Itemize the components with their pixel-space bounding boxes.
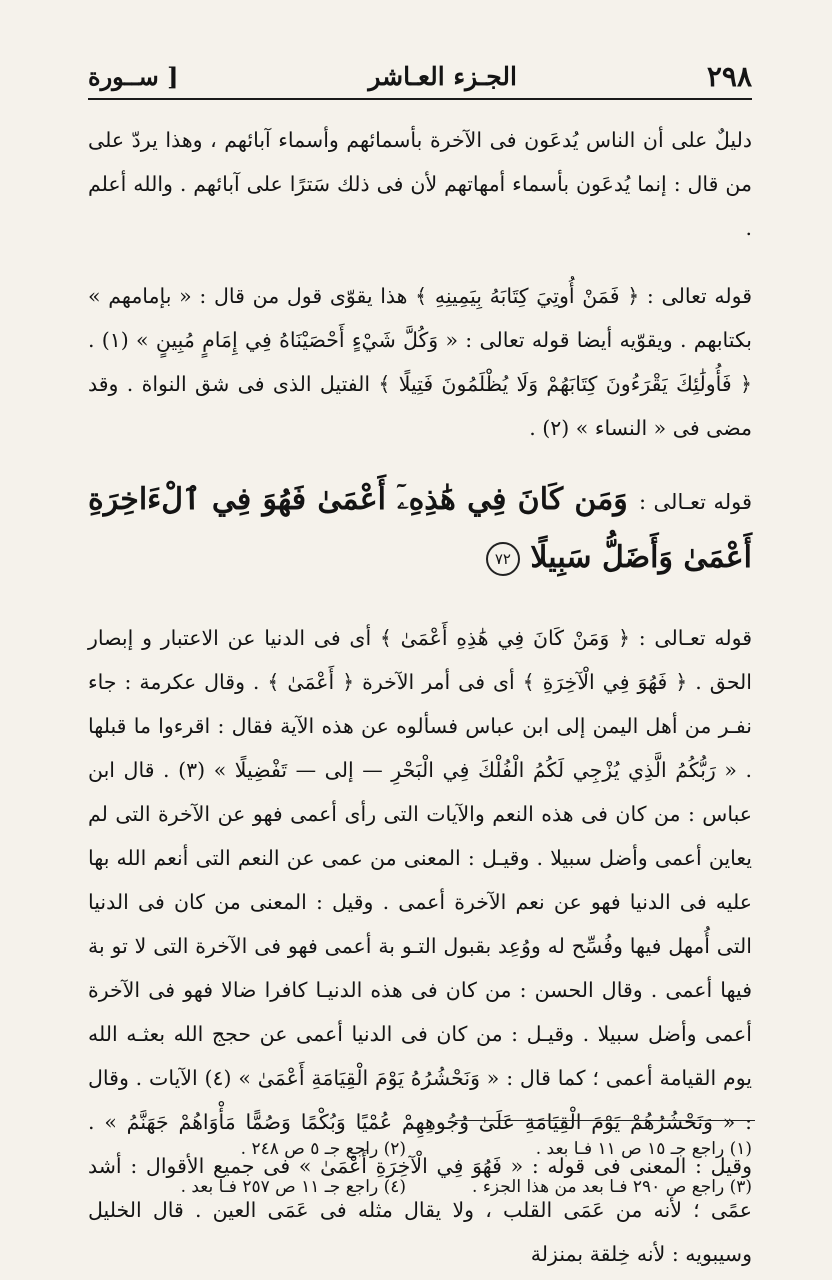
footnote-3: (٣) راجع ص ٢٩٠ فـا بعد من هذا الجزء . [472, 1177, 752, 1197]
quran-verse [88, 472, 752, 586]
running-title: الجـزء العـاشر [368, 61, 517, 91]
ayah-number-marker: ٧٢ [486, 542, 520, 576]
footnote-4: (٤) راجع جـ ١١ ص ٢٥٧ فـا بعد . [180, 1177, 406, 1197]
footnotes [100, 1135, 752, 1201]
paragraph-1: دليلٌ على أن الناس يُدعَون فى الآخرة بأسمائهم وأسماء آبائهم ، وهذا يردّ على من قال : إنما يُدعَون بأسماء أمهاتهم لأن فى ذلك سَترًا على آبائهم . والله أعلم . [88, 128, 752, 240]
page-number: ٢٩٨ [706, 59, 752, 93]
surah-label: [ ســورة [88, 61, 179, 91]
footnote-divider [455, 1120, 755, 1121]
verse-intro: قوله تعـالى : [639, 490, 752, 514]
footnote-2: (٢) راجع جـ ٥ ص ٢٤٨ . [240, 1139, 406, 1159]
verse-text: وَمَن كَانَ فِي هَٰذِهِۦٓ أَعْمَىٰ فَهُوَ فِي ٱلْءَاخِرَةِ أَعْمَىٰ وَأَضَلُّ سَبِيلًا [88, 482, 752, 575]
page-header [88, 54, 752, 100]
page-body [88, 118, 752, 1276]
footnote-1: (١) راجع جـ ١٥ ص ١١ فـا بعد . [535, 1139, 752, 1159]
paragraph-2: قوله تعالى : ﴿ فَمَنْ أُوتِيَ كِتَابَهُ بِيَمِينِهِ ﴾ هذا يقوّى قول من قال : « بإمامهم » بكتابهم . ويقوّيه أيضا قوله تعالى : « وَكُلَّ شَيْءٍ أَحْصَيْنَاهُ فِي إِمَامٍ مُبِينٍ » (١) . ﴿ فَأُولَٰئِكَ يَقْرَءُونَ كِتَابَهُمْ وَلَا يُظْلَمُونَ فَتِيلًا ﴾ الفتيل الذى فى شق النواة . وقد مضى فى « النساء » (٢) . [88, 284, 753, 440]
paragraph-3: قوله تعـالى : ﴿ وَمَنْ كَانَ فِي هَٰذِهِ أَعْمَىٰ ﴾ أى فى الدنيا عن الاعتبار و إبصار الحق . ﴿ فَهُوَ فِي الْآخِرَةِ ﴾ أى فى أمر الآخرة ﴿ أَعْمَىٰ ﴾ . وقال عكرمة : جاء نفـر من أهل اليمن إلى ابن عباس فسألوه عن هذه الآية فقال : اقرءوا ما قبلها . « رَبُّكُمُ الَّذِي يُزْجِي لَكُمُ الْفُلْكَ فِي الْبَحْرِ — إلى — تَفْضِيلًا » (٣) . قال ابن عباس : من كان فى هذه النعم والآيات التى رأى أعمى فهو عن الآخرة التى لم يعاين أعمى وأضل سبيلا . وقيـل : المعنى من عمى عن النعم التى أنعم الله بها عليه فى الدنيا فهو عن نعم الآخرة أعمى . وقيل : المعنى من كان فى الدنيا التى أُمهل فيها وفُسِّح له ووُعِد بقبول التـو بة أعمى فهو فى الآخرة التى لا تو بة فيها أعمى . وقال الحسن : من كان فى هذه الدنيـا كافرا ضالا فهو فى الآخرة أعمى وأضل سبيلا . وقيـل : من كان فى الدنيا أعمى عن حجج الله بعثـه الله يوم القيامة أعمى ؛ كما قال : « وَنَحْشُرُهُ يَوْمَ الْقِيَامَةِ أَعْمَىٰ » (٤) الآيات . وقال : « وَنَحْشُرُهُمْ يَوْمَ الْقِيَامَةِ عَلَىٰ وُجُوهِهِمْ عُمْيًا وَبُكْمًا وَصُمًّا مَأْوَاهُمْ جَهَنَّمُ » . وقيل : المعنى فى قوله : « فَهُوَ فِي الْآخِرَةِ أَعْمَىٰ » فى جميع الأقوال : أشد عمًى ؛ لأنه من عَمَى القلب ، ولا يقال مثله فى عَمَى العين . قال الخليل وسيبويه : لأنه خِلقة بمنزلة [88, 626, 752, 1266]
